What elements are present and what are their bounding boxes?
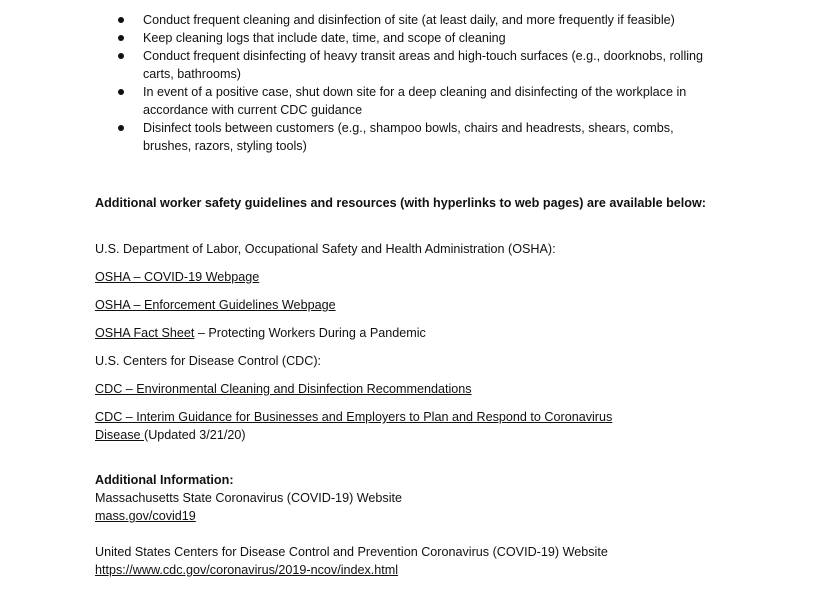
- bullet-icon: [118, 53, 124, 59]
- cdc-interim-guidance-link[interactable]: CDC – Interim Guidance for Businesses and Employers to Plan and Respond to Coronavirus: [95, 410, 613, 424]
- ma-covid-link[interactable]: mass.gov/covid19: [95, 509, 196, 523]
- cdc-interim-guidance-link-cont[interactable]: Disease: [95, 428, 144, 442]
- cdc-heading: U.S. Centers for Disease Control (CDC):: [95, 354, 322, 368]
- bullet-icon: [118, 125, 124, 131]
- list-item: [0, 29, 723, 47]
- resources-heading: Additional worker safety guidelines and resources (with hyperlinks to web pages) are available below:: [95, 196, 706, 210]
- osha-enforcement-link[interactable]: OSHA – Enforcement Guidelines Webpage: [95, 298, 336, 312]
- list-item: [0, 11, 723, 29]
- osha-covid-link[interactable]: OSHA – COVID-19 Webpage: [95, 270, 260, 284]
- list-item-text: Conduct frequent disinfecting of heavy transit areas and high-touch surfaces (e.g., doorknobs, rolling carts, bathrooms): [143, 49, 704, 81]
- cdc-cleaning-link[interactable]: CDC – Environmental Cleaning and Disinfection Recommendations: [95, 382, 472, 396]
- list-item: [0, 83, 723, 119]
- bullet-icon: [118, 89, 124, 95]
- list-item: [0, 119, 723, 155]
- list-item-text: In event of a positive case, shut down site for a deep cleaning and disinfecting of the workplace in accordance with current CDC guidance: [143, 85, 687, 117]
- osha-fact-sheet-link[interactable]: OSHA Fact Sheet: [95, 326, 195, 340]
- bullet-icon: [118, 17, 124, 23]
- list-item-text: Keep cleaning logs that include date, time, and scope of cleaning: [143, 31, 506, 45]
- list-item-text: Conduct frequent cleaning and disinfection of site (at least daily, and more frequently if feasible): [143, 13, 675, 27]
- us-cdc-link[interactable]: https://www.cdc.gov/coronavirus/2019-ncov/index.html: [95, 563, 399, 577]
- cdc-interim-guidance-line2: [95, 426, 246, 444]
- list-item-text: Disinfect tools between customers (e.g., shampoo bowls, chairs and headrests, shears, combs, brushes, razors, styling tools): [143, 121, 674, 153]
- us-cdc-website-text: United States Centers for Disease Control and Prevention Coronavirus (COVID-19) Website: [95, 545, 608, 559]
- bullet-icon: [118, 35, 124, 41]
- cdc-updated-note: (Updated 3/21/20): [144, 428, 246, 442]
- cleaning-guidelines-list: [0, 11, 723, 155]
- osha-heading: U.S. Department of Labor, Occupational Safety and Health Administration (OSHA):: [95, 242, 556, 256]
- ma-website-text: Massachusetts State Coronavirus (COVID-19) Website: [95, 491, 403, 505]
- osha-fact-sheet: [95, 324, 426, 342]
- osha-fact-sheet-text: – Protecting Workers During a Pandemic: [194, 326, 426, 340]
- additional-info-heading: Additional Information:: [95, 473, 234, 487]
- list-item: [0, 47, 723, 83]
